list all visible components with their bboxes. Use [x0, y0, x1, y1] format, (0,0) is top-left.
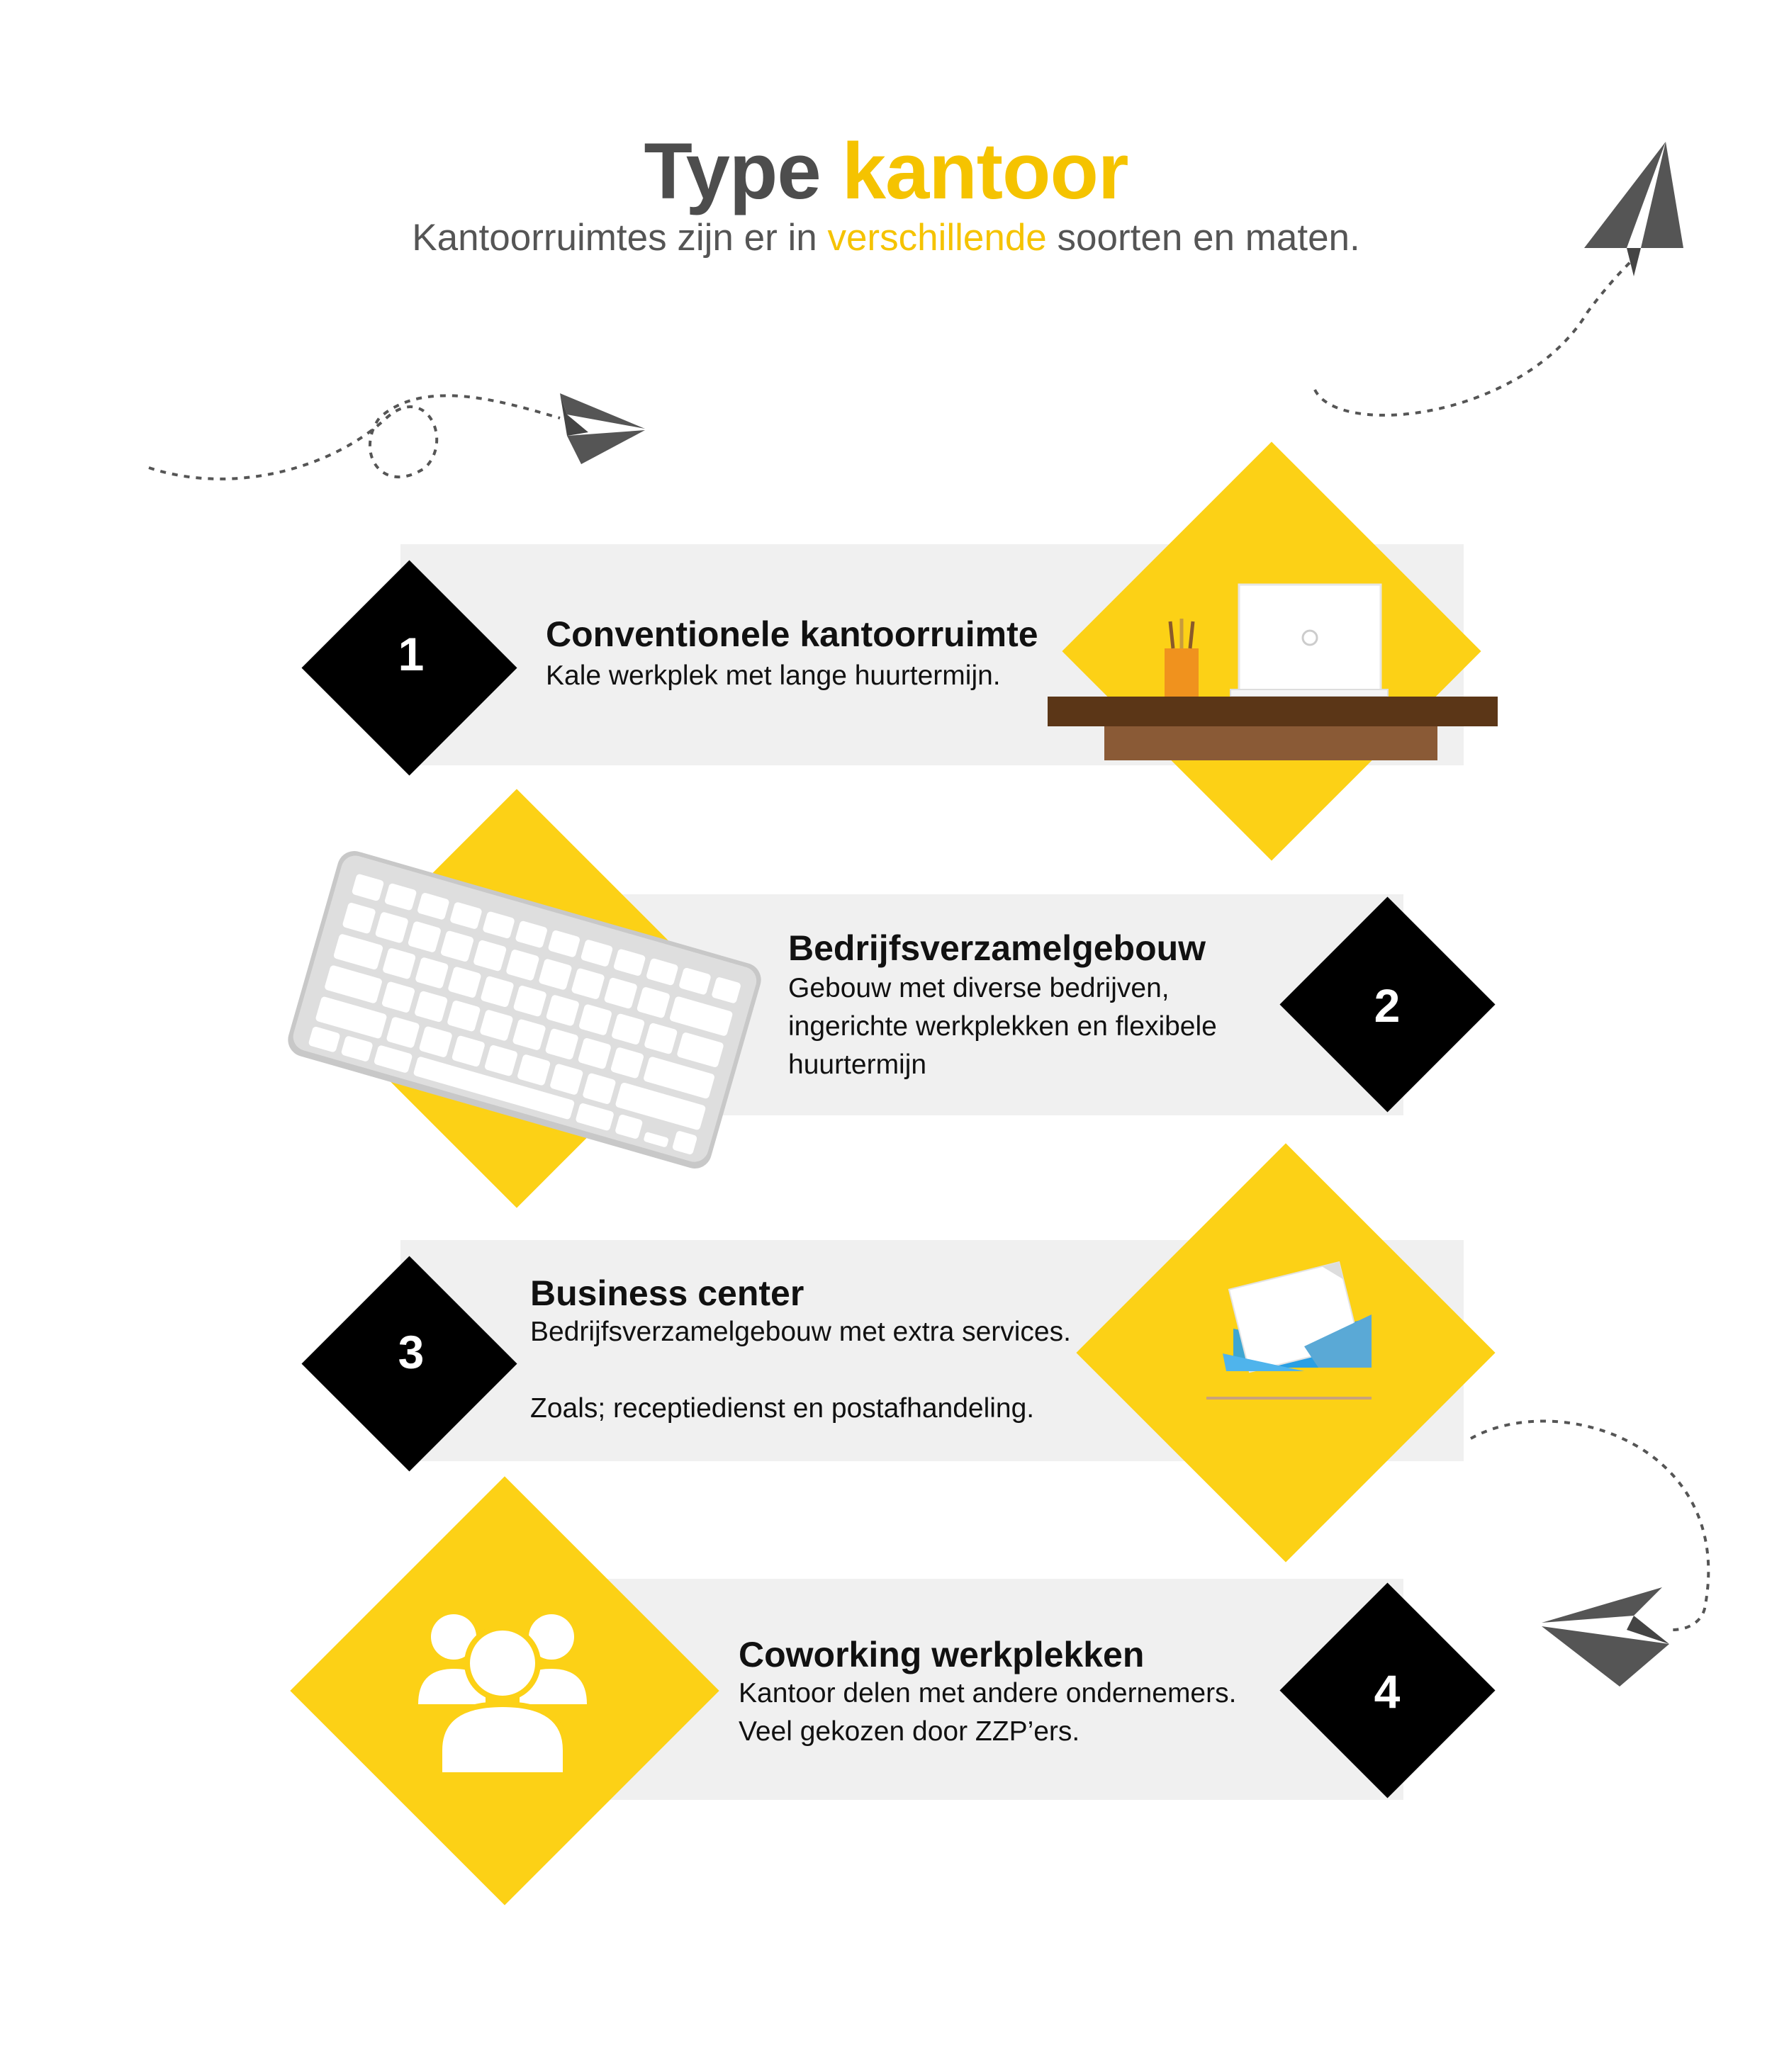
step-description-2: [788, 969, 1217, 1084]
description-line: ingerichte werkplekken en flexibele: [788, 1011, 1217, 1042]
dotted-path-left: [149, 395, 560, 479]
description-line: Bedrijfsverzamelgebouw met extra services.: [530, 1317, 1071, 1347]
dotted-path-right: [1471, 1421, 1708, 1631]
keyboard-icon: [291, 847, 758, 1173]
description-line: Zoals; receptiedienst en postafhandeling.: [530, 1393, 1035, 1424]
step-title-3: Business center: [530, 1273, 804, 1313]
step-title-4: Coworking werkplekken: [739, 1635, 1145, 1674]
subtitle-part-2: soorten en maten.: [1057, 217, 1360, 259]
description-line: Kale werkplek met lange huurtermijn.: [546, 660, 1001, 691]
step-number-1: 1: [398, 628, 425, 680]
desk-laptop-icon: [1048, 578, 1501, 762]
step-description-4: [739, 1674, 1236, 1751]
description-line: Veel gekozen door ZZP’ers.: [739, 1716, 1080, 1747]
paper-plane-icon: [560, 393, 645, 464]
description-line: huurtermijn: [788, 1049, 927, 1080]
step-title-2: Bedrijfsverzamelgebouw: [788, 928, 1206, 968]
paper-plane-icon: [1584, 142, 1683, 276]
description-line: Kantoor delen met andere ondernemers.: [739, 1678, 1237, 1708]
people-group-icon: [411, 1605, 595, 1782]
description-line: Gebouw met diverse bedrijven,: [788, 973, 1170, 1003]
step-number-2: 2: [1374, 979, 1401, 1032]
dotted-path-top-right: [1315, 262, 1630, 415]
subtitle-accent: verschillende: [827, 217, 1047, 259]
step-number-4: 4: [1374, 1665, 1401, 1718]
step-description-1: [546, 657, 1001, 695]
description-line: [530, 1351, 1071, 1390]
step-number-3: 3: [398, 1326, 425, 1378]
subtitle-part-1: Kantoorruimtes zijn er in: [412, 217, 817, 259]
step-description-3: [530, 1313, 1071, 1428]
step-title-1: Conventionele kantoorruimte: [546, 614, 1038, 654]
paper-plane-icon: [1542, 1587, 1669, 1687]
title-word-1: Type: [644, 127, 821, 215]
envelope-icon: [1198, 1251, 1382, 1421]
title-word-2: kantoor: [841, 127, 1128, 215]
